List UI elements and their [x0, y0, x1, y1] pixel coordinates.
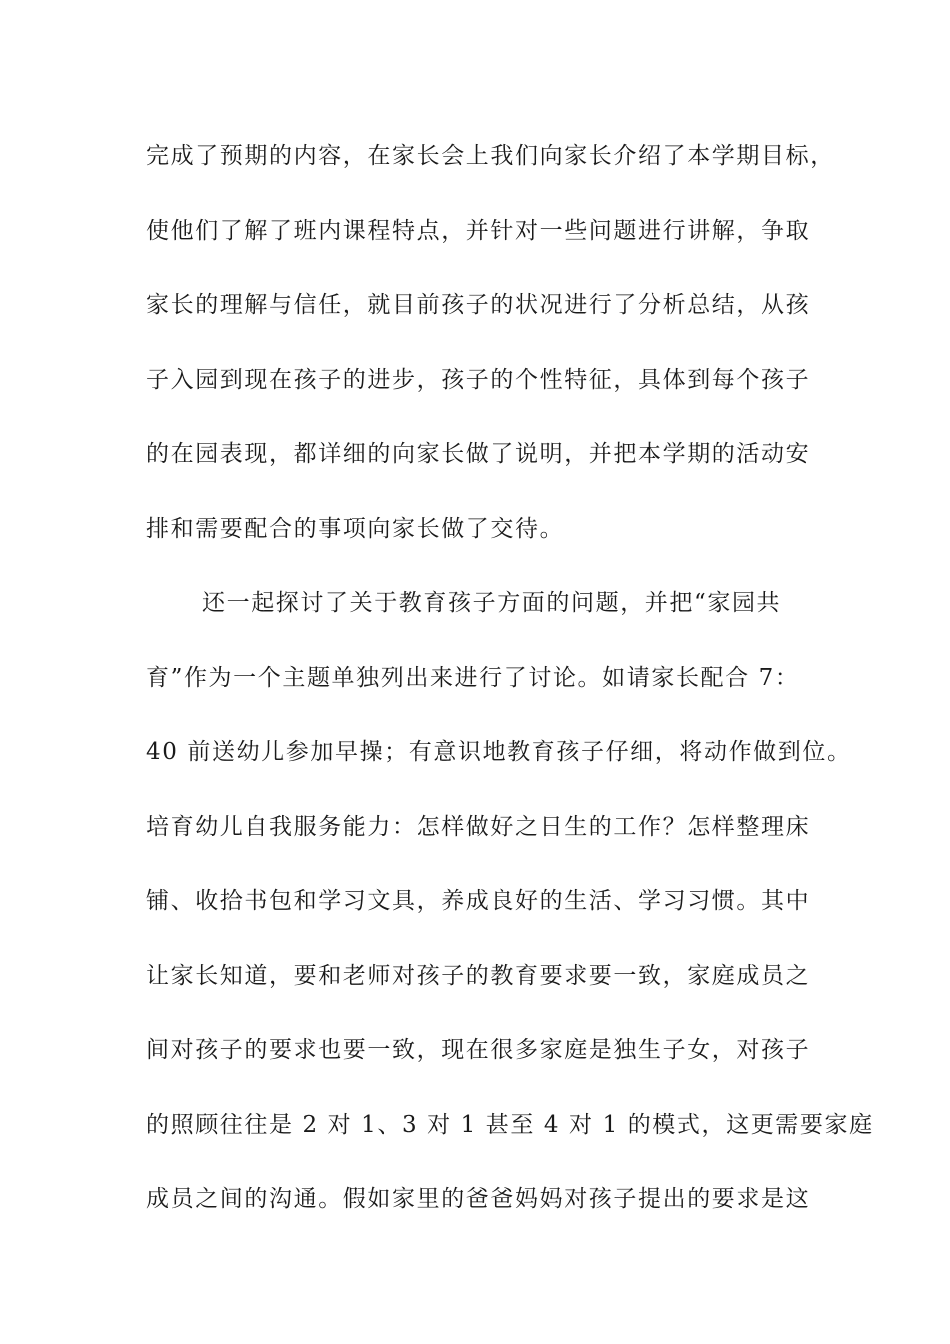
text-line-8: 育”作为一个主题单独列出来进行了讨论。如请家长配合 7： [146, 664, 800, 691]
text-line-7-paragraph-start: 还一起探讨了关于教育孩子方面的问题，并把“家园共 [202, 590, 782, 616]
text-line-3: 家长的理解与信任，就目前孩子的状况进行了分析总结，从孩 [146, 292, 811, 318]
text-line-10: 培育幼儿自我服务能力：怎样做好之日生的工作？怎样整理床 [146, 813, 811, 840]
text-line-14: 的照顾往往是 2 对 1、3 对 1 甚至 4 对 1 的模式，这更需要家庭 [146, 1111, 874, 1138]
text-line-13: 间对孩子的要求也要一致，现在很多家庭是独生子女，对孩子 [146, 1037, 811, 1063]
text-line-15: 成员之间的沟通。假如家里的爸爸妈妈对孩子提出的要求是这 [146, 1186, 811, 1212]
body-text [146, 136, 874, 1254]
text-line-1: 完成了预期的内容，在家长会上我们向家长介绍了本学期目标， [146, 143, 835, 169]
text-line-11: 铺、收拾书包和学习文具，养成良好的生活、学习习惯。其中 [146, 888, 811, 914]
text-line-5: 的在园表现，都详细的向家长做了说明，并把本学期的活动安 [146, 441, 811, 467]
text-line-9: 40 前送幼儿参加早操；有意识地教育孩子仔细，将动作做到位。 [146, 739, 852, 765]
text-line-4: 子入园到现在孩子的进步，孩子的个性特征，具体到每个孩子 [146, 366, 811, 393]
text-line-12: 让家长知道，要和老师对孩子的教育要求要一致，家庭成员之 [146, 962, 811, 989]
text-line-2: 使他们了解了班内课程特点，并针对一些问题进行讲解，争取 [146, 217, 811, 244]
text-line-6: 排和需要配合的事项向家长做了交待。 [146, 515, 565, 542]
